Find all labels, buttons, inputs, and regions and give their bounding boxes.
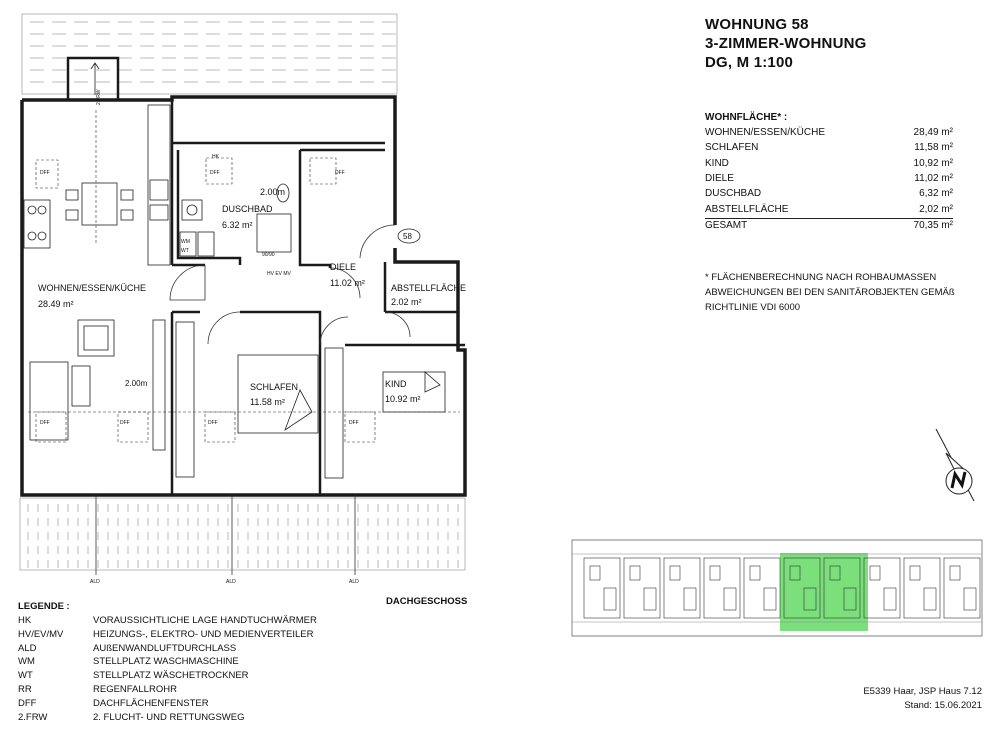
room-diele-area: 11.02 m² [330, 278, 365, 288]
area-row-value: 2,02 m² [919, 203, 953, 215]
roof-hatch-bottom [20, 498, 465, 570]
footnote-line-2: ABWEICHUNGEN BEI DEN SANITÄROBJEKTEN GEMÄß [705, 287, 955, 298]
legend-text: STELLPLATZ WÄSCHETROCKNER [93, 670, 249, 682]
dff-label-1: DFF [40, 170, 50, 176]
hk-label: HK [212, 154, 219, 160]
room-wohnen-area: 28.49 m² [38, 299, 74, 309]
ald-label-1: ALD [90, 579, 100, 585]
area-total-rule [705, 218, 953, 219]
room-kind-label: KIND [385, 379, 407, 389]
legend-abbr: HK [18, 615, 32, 626]
header-line-1: WOHNUNG 58 [705, 16, 809, 33]
room-duschbad-height: 2.00m [260, 187, 286, 197]
roof-hatch-top [22, 14, 397, 94]
legend-text: 2. FLUCHT- UND RETTUNGSWEG [93, 711, 245, 723]
stamp-line-2: Stand: 15.06.2021 [904, 699, 982, 711]
dff-label-7: DFF [349, 420, 359, 426]
legend-abbr: WM [18, 656, 35, 668]
footnote [705, 270, 955, 315]
key-plan [572, 538, 982, 638]
dff-label-5: DFF [120, 420, 130, 426]
legend-text: DACHFLÄCHENFENSTER [93, 697, 209, 709]
north-arrow-icon [928, 425, 988, 505]
area-heading: WOHNFLÄCHE* : [705, 112, 788, 123]
legend-text: VORAUSSICHTLICHE LAGE HANDTUCHWÄRMER [93, 615, 317, 626]
room-kind-area: 10.92 m² [385, 394, 421, 404]
floor-label: DACHGESCHOSS [386, 596, 468, 607]
ald-lines [96, 495, 355, 575]
area-row-value: 28,49 m² [913, 127, 953, 138]
footnote-line-3: RICHTLINIE VDI 6000 [705, 302, 801, 313]
legend-text: HEIZUNGS-, ELEKTRO- UND MEDIENVERTEILER [93, 628, 314, 640]
room-diele-label: DIELE [330, 262, 357, 272]
legend-text: REGENFALLROHR [93, 684, 177, 695]
dff-label-3: DFF [335, 170, 345, 176]
area-row [705, 158, 953, 169]
dff-label-4: DFF [40, 420, 50, 426]
header-line-3: DG, M 1:100 [705, 54, 794, 71]
area-row-value: 6,32 m² [919, 188, 953, 200]
area-row [705, 173, 953, 184]
area-row [705, 127, 953, 138]
dff-label-2: DFF [210, 170, 220, 176]
legend-text: STELLPLATZ WASCHMASCHINE [93, 656, 239, 668]
area-row [705, 204, 953, 215]
area-total-value: 70,35 m² [913, 220, 953, 231]
legend-abbr: WT [18, 670, 33, 682]
area-row-name: ABSTELLFLÄCHE [705, 203, 789, 215]
area-row-value: 11,02 m² [914, 172, 953, 184]
kitchen-counter [24, 105, 170, 265]
room-abstell-label: ABSTELLFLÄCHE [391, 283, 467, 293]
room-duschbad-area: 6.32 m² [222, 220, 253, 230]
plan-stamp [863, 685, 982, 713]
room-abstell-area: 2.02 m² [391, 297, 422, 307]
area-row-name: KIND [705, 157, 729, 169]
area-total-row [705, 220, 953, 231]
room-wohnen-label: WOHNEN/ESSEN/KÜCHE [38, 283, 147, 293]
room-schlafen-area: 11.58 m² [250, 397, 285, 407]
stamp-line-1: E5339 Haar, JSP Haus 7.12 [863, 686, 982, 697]
header-line-2: 3-ZIMMER-WOHNUNG [705, 35, 867, 52]
area-row [705, 142, 953, 153]
dining-table [66, 183, 133, 225]
legend-abbr: ALD [18, 642, 37, 654]
area-row-name: DIELE [705, 172, 734, 184]
frw-label: 2.FRW [96, 89, 102, 105]
area-row-value: 10,92 m² [913, 157, 953, 169]
legend-text: AUßENWANDLUFTDURCHLASS [93, 642, 237, 654]
room-schlafen-label: SCHLAFEN [250, 382, 299, 392]
hvevmv-label: HV EV MV [267, 271, 291, 277]
area-total-name: GESAMT [705, 220, 748, 231]
legend-title: LEGENDE : [18, 601, 70, 612]
height-mark: 2.00m [125, 379, 148, 388]
wm-label: WM [181, 239, 190, 245]
area-row-value: 11,58 m² [914, 142, 953, 154]
area-row-name: WOHNEN/ESSEN/KÜCHE [705, 127, 826, 138]
footnote-line-1: * FLÄCHENBERECHNUNG NACH ROHBAUMASSEN [705, 272, 937, 283]
area-row-name: DUSCHBAD [705, 188, 762, 200]
legend-abbr: 2.FRW [18, 711, 48, 723]
ald-label-3: ALD [349, 579, 359, 585]
legend-abbr: RR [18, 684, 32, 695]
area-row-name: SCHLAFEN [705, 142, 759, 154]
wt-label: WT [181, 248, 189, 254]
dff-label-6: DFF [208, 420, 218, 426]
legend-abbr: HV/EV/MV [18, 628, 64, 640]
door-swings [170, 225, 410, 345]
walls [22, 58, 465, 495]
shower-dims: 90/90 [262, 252, 275, 258]
area-row [705, 188, 953, 199]
room-duschbad-label: DUSCHBAD [222, 204, 273, 214]
ald-label-2: ALD [226, 579, 236, 585]
unit-number: 58 [403, 232, 412, 241]
legend-abbr: DFF [18, 697, 37, 709]
